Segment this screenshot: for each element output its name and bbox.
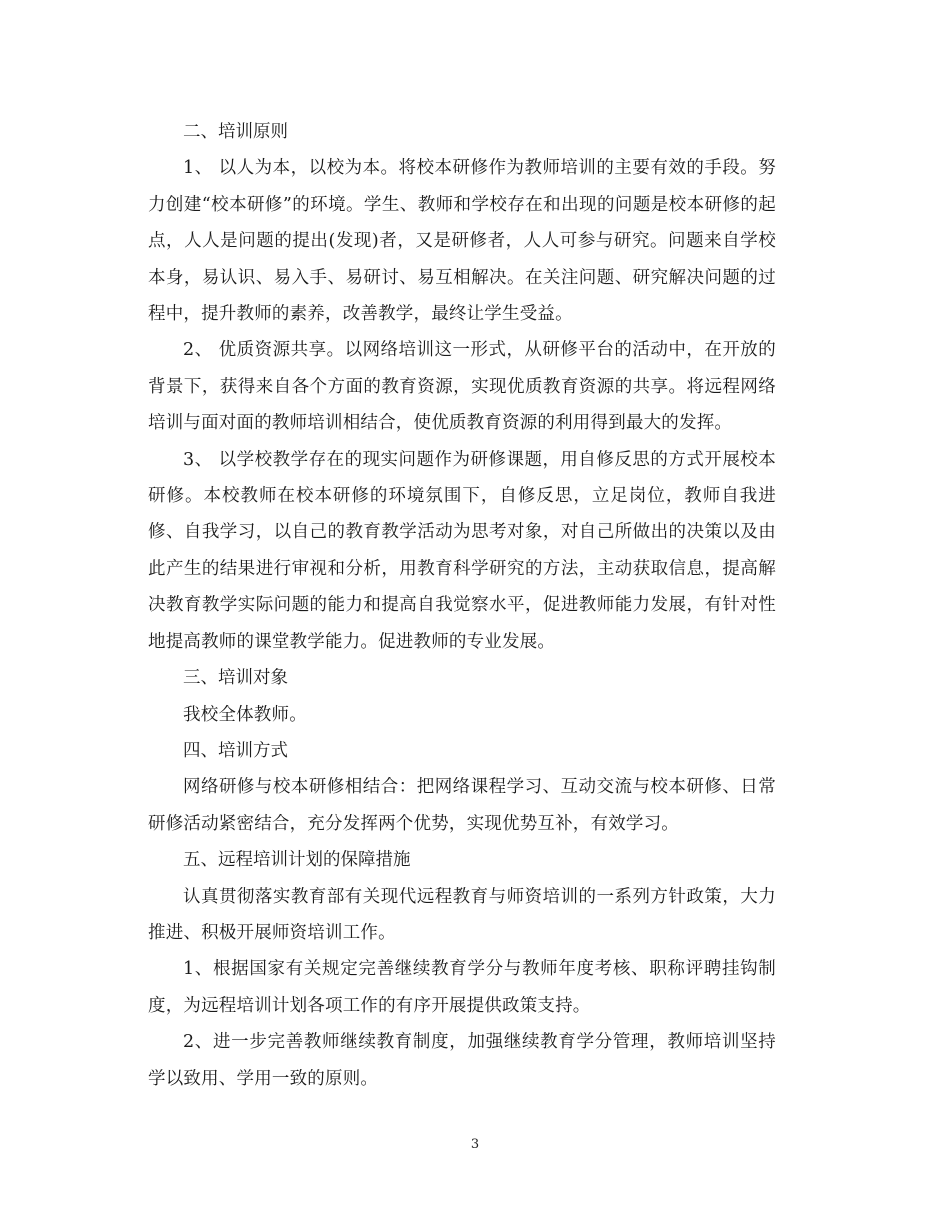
section-heading-principles: 二、培训原则 [183, 122, 288, 142]
principle-item-2: 2、 优质资源共享。以网络培训这一形式，从研修平台的活动中，在开放的背景下，获得来自各个方面的教育资源，实现优质教育资源的共享。将远程网络培训与面对面的教师培训相结合，使优质教育资源的利用得到最大的发挥。 [148, 340, 776, 434]
safeguard-item-2: 2、进一步完善教师继续教育制度，加强继续教育学分管理，教师培训坚持学以致用、学用一致的原则。 [148, 1032, 776, 1089]
audience-body: 我校全体教师。 [183, 704, 307, 725]
safeguards-intro: 认真贯彻落实教育部有关现代远程教育与师资培训的一系列方针政策，大力推进、积极开展师资培训工作。 [148, 886, 776, 943]
principle-item-3: 3、 以学校教学存在的现实问题作为研修课题，用自修反思的方式开展校本研修。本校教师在校本研修的环境氛围下，自修反思，立足岗位，教师自我进修、自我学习，以自己的教育教学活动为思考对象，对自己所做出的决策以及由此产生的结果进行审视和分析，用教育科学研究的方法，主动获取信息，提高解决教育教学实际问题的能力和提高自我觉察水平，促进教师能力发展，有针对性地提高教师的课堂教学能力。促进教师的专业发展。 [148, 449, 776, 652]
safeguard-item-1: 1、根据国家有关规定完善继续教育学分与教师年度考核、职称评聘挂钩制度，为远程培训计划各项工作的有序开展提供政策支持。 [148, 959, 776, 1016]
document-body [148, 114, 776, 1097]
section-heading-safeguards: 五、远程培训计划的保障措施 [183, 850, 411, 871]
principle-item-1: 1、 以人为本，以校为本。将校本研修作为教师培训的主要有效的手段。努力创建“校本研修”的环境。学生、教师和学校存在和出现的问题是校本研修的起点，人人是问题的提出(发现)者，又是研修者，人人可参与研究。问题来自学校本身，易认识、易入手、易研讨、易互相解决。在关注问题、研究解决问题的过程中，提升教师的素养，改善教学，最终让学生受益。 [148, 158, 776, 325]
section-heading-method: 四、培训方式 [183, 740, 288, 761]
page-number: 3 [470, 1137, 480, 1152]
section-heading-audience: 三、培训对象 [183, 668, 288, 689]
method-body: 网络研修与校本研修相结合：把网络课程学习、互动交流与校本研修、日常研修活动紧密结合，充分发挥两个优势，实现优势互补，有效学习。 [148, 777, 776, 834]
